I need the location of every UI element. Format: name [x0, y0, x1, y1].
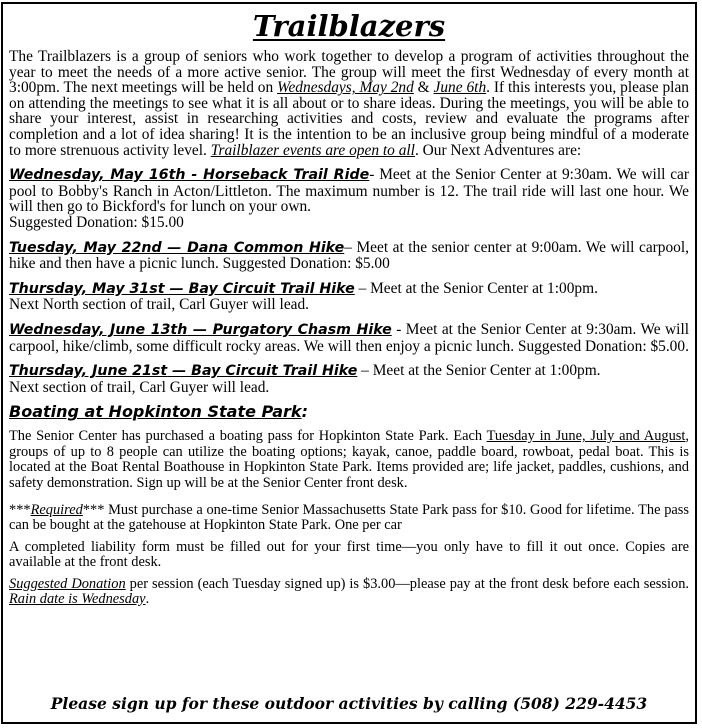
intro-paragraph: The Trailblazers is a group of seniors who work together to develop a program of activities throughout the year to meet the needs of a more active senior. The group will meet the first Wednesday of every month at 3:00pm. The next meetings will be held on Wednesdays, May 2nd & June 6th. If this interests you, please plan on attending the meetings to see what it is all about or to share ideas. During the meetings, you will be able to share your interest, assist in researching activities and costs, review and evaluate the programs after completion and a lot of idea sharing! It is the intention to be an inclusive group being mindful of a moderate to more strenuous activity level. Trailblazer events are open to all. Our Next Adventures are:: [9, 48, 689, 159]
liability-paragraph: A completed liability form must be filled out for your first time—you only have to fill it out once. Copies are available at the front desk.: [9, 538, 689, 571]
donation-paragraph: Suggested Donation per session (each Tuesday signed up) is $3.00—please pay at the front desk before each session. Rain date is Wednesday.: [9, 575, 689, 607]
event-title: Thursday, May 31st — Bay Circuit Trail Hike: [9, 280, 355, 297]
footer-callout: Please sign up for these outdoor activities by calling (508) 229-4453: [50, 694, 648, 713]
flyer-content: [9, 8, 689, 607]
event-title: Wednesday, May 16th - Horseback Trail Ride: [9, 167, 370, 184]
event-title: Tuesday, May 22nd — Dana Common Hike: [9, 239, 345, 256]
event-purgatory-chasm: Wednesday, June 13th — Purgatory Chasm Hike - Meet at the Senior Center at 9:30am. We will carpool, hike/climb, some difficult rocky areas. We will then enjoy a picnic lunch. Suggested Donation: $5.00.: [9, 320, 690, 355]
required-paragraph: ***Required*** Must purchase a one-time Senior Massachusetts State Park pass for $10. Good for lifetime. The pass can be bought at the gatehouse at Hopkinton State Park. One per car: [9, 501, 689, 534]
event-dana-common: Tuesday, May 22nd — Dana Common Hike– Meet at the senior center at 9:00am. We will carpool, hike and then have a picnic lunch. Suggested Donation: $5.00: [9, 238, 689, 273]
event-bay-circuit-1: Thursday, May 31st — Bay Circuit Trail Hike – Meet at the Senior Center at 1:00pm. Next North section of trail, Carl Guyer will lead.: [9, 279, 598, 314]
event-horseback: Wednesday, May 16th - Horseback Trail Ride- Meet at the Senior Center at 9:30am. We will car pool to Bobby's Ranch in Acton/Littleton. The maximum number is 12. The trail ride will last one hour. We will then go to Bickford's for lunch on your own. Suggested Donation: $15.00: [9, 166, 689, 231]
meeting-dates: Wednesdays, May 2nd: [277, 79, 414, 97]
boating-heading: Boating at Hopkinton State Park:: [9, 402, 308, 422]
event-bay-circuit-2: Thursday, June 21st — Bay Circuit Trail Hike – Meet at the Senior Center at 1:00pm. Next section of trail, Carl Guyer will lead.: [9, 362, 601, 396]
open-to-all: Trailblazer events are open to all: [210, 141, 415, 159]
flyer-frame: [1, 2, 697, 724]
boating-paragraph: The Senior Center has purchased a boating pass for Hopkinton State Park. Each Tuesday in June, July and August, groups of up to 8 people can utilize the boating options; kayak, canoe, paddle board, rowboat, pedal boat. This is located at the Boat Rental Boathouse in Hopkinton State Park. Items provided are; life jacket, paddles, cushions, and safety demonstration. Sign up will be at the Senior Center front desk.: [9, 428, 689, 491]
meeting-dates-2: June 6th: [433, 79, 487, 97]
event-title: Wednesday, June 13th — Purgatory Chasm Hike: [9, 321, 392, 338]
page-title: Trailblazers: [252, 9, 446, 43]
event-title: Thursday, June 21st — Bay Circuit Trail Hike: [9, 363, 358, 380]
